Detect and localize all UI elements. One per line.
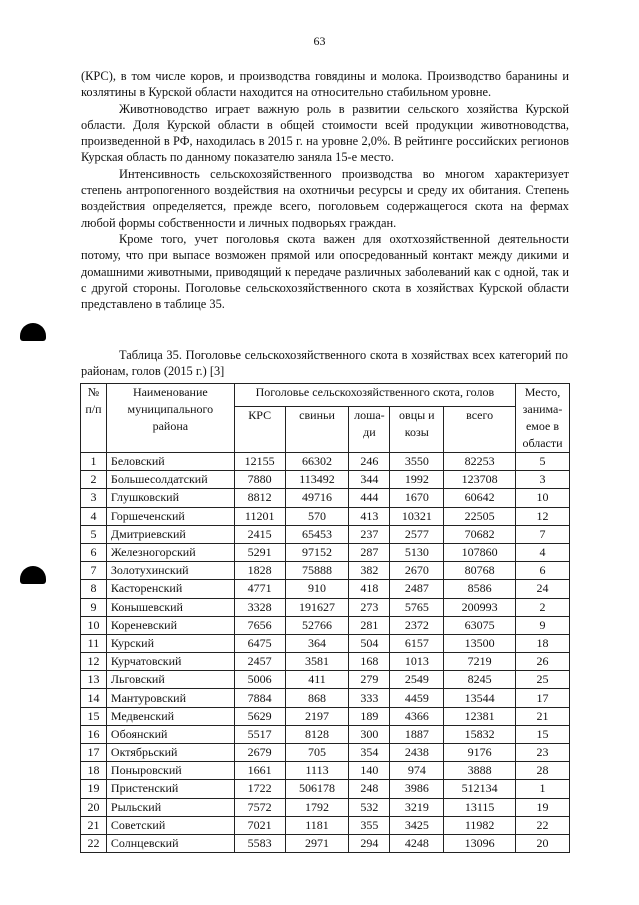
table-row — [81, 671, 570, 689]
krs-count: 1661 — [234, 762, 285, 780]
horses-count: 504 — [349, 634, 390, 652]
livestock-table — [80, 383, 570, 853]
table-row — [81, 525, 570, 543]
header-krs: КРС — [234, 407, 285, 453]
table-row — [81, 762, 570, 780]
horses-count: 287 — [349, 543, 390, 561]
row-number: 5 — [81, 525, 107, 543]
rank-value: 21 — [516, 707, 570, 725]
sheep-goats-count: 2438 — [390, 744, 444, 762]
sheep-goats-count: 1013 — [390, 653, 444, 671]
row-number: 19 — [81, 780, 107, 798]
pigs-count: 868 — [285, 689, 349, 707]
district-name: Касторенский — [106, 580, 234, 598]
horses-count: 382 — [349, 562, 390, 580]
rank-value: 15 — [516, 725, 570, 743]
sheep-goats-count: 5765 — [390, 598, 444, 616]
total-count: 200993 — [444, 598, 516, 616]
paragraph: Животноводство играет важную роль в развитии сельского хозяйства Курской области. Доля Курской области в общей стоимости всей продукции животноводства, произведенной в РФ, находилась в 2015 г. на уровне 2,0%. В рейтинге российских регионов Курская область по данному показателю заняла 15-е место. — [81, 101, 569, 165]
krs-count: 5006 — [234, 671, 285, 689]
rank-value: 2 — [516, 598, 570, 616]
horses-count: 300 — [349, 725, 390, 743]
horses-count: 237 — [349, 525, 390, 543]
sheep-goats-count: 6157 — [390, 634, 444, 652]
total-count: 13096 — [444, 834, 516, 852]
krs-count: 7656 — [234, 616, 285, 634]
district-name: Курчатовский — [106, 653, 234, 671]
rank-value: 5 — [516, 453, 570, 471]
krs-count: 2457 — [234, 653, 285, 671]
table-caption: Таблица 35. Поголовье сельскохозяйственного скота в хозяйствах всех категорий по районам, голов (2015 г.) [3] — [81, 348, 568, 378]
total-count: 8586 — [444, 580, 516, 598]
sheep-goats-count: 4459 — [390, 689, 444, 707]
district-name: Пристенский — [106, 780, 234, 798]
horses-count: 444 — [349, 489, 390, 507]
krs-count: 3328 — [234, 598, 285, 616]
horses-count: 344 — [349, 471, 390, 489]
row-number: 12 — [81, 653, 107, 671]
krs-count: 5517 — [234, 725, 285, 743]
header-district: Наименование муниципального района — [106, 384, 234, 453]
header-livestock-group: Поголовье сельскохозяйственного скота, голов — [234, 384, 515, 407]
pigs-count: 65453 — [285, 525, 349, 543]
sheep-goats-count: 3219 — [390, 798, 444, 816]
rank-value: 20 — [516, 834, 570, 852]
table-row — [81, 453, 570, 471]
row-number: 21 — [81, 816, 107, 834]
krs-count: 5583 — [234, 834, 285, 852]
paragraph: (КРС), в том числе коров, и производства говядины и молока. Производство баранины и козлятины в Курской области находится на относительно стабильном уровне. — [81, 69, 569, 100]
sheep-goats-count: 1887 — [390, 725, 444, 743]
table-row — [81, 798, 570, 816]
district-name: Дмитриевский — [106, 525, 234, 543]
row-number: 4 — [81, 507, 107, 525]
row-number: 7 — [81, 562, 107, 580]
total-count: 70682 — [444, 525, 516, 543]
district-name: Солнцевский — [106, 834, 234, 852]
pigs-count: 66302 — [285, 453, 349, 471]
pigs-count: 8128 — [285, 725, 349, 743]
row-number: 14 — [81, 689, 107, 707]
rank-value: 18 — [516, 634, 570, 652]
rank-value: 26 — [516, 653, 570, 671]
table-row — [81, 725, 570, 743]
total-count: 22505 — [444, 507, 516, 525]
district-name: Мантуровский — [106, 689, 234, 707]
punch-hole-mark — [20, 323, 46, 341]
rank-value: 22 — [516, 816, 570, 834]
sheep-goats-count: 2549 — [390, 671, 444, 689]
rank-value: 6 — [516, 562, 570, 580]
pigs-count: 113492 — [285, 471, 349, 489]
horses-count: 413 — [349, 507, 390, 525]
row-number: 20 — [81, 798, 107, 816]
rank-value: 19 — [516, 798, 570, 816]
rank-value: 12 — [516, 507, 570, 525]
sheep-goats-count: 2372 — [390, 616, 444, 634]
pigs-count: 910 — [285, 580, 349, 598]
sheep-goats-count: 1992 — [390, 471, 444, 489]
row-number: 22 — [81, 834, 107, 852]
pigs-count: 2971 — [285, 834, 349, 852]
row-number: 15 — [81, 707, 107, 725]
pigs-count: 3581 — [285, 653, 349, 671]
horses-count: 246 — [349, 453, 390, 471]
krs-count: 5629 — [234, 707, 285, 725]
table-row — [81, 780, 570, 798]
horses-count: 281 — [349, 616, 390, 634]
row-number: 9 — [81, 598, 107, 616]
total-count: 512134 — [444, 780, 516, 798]
row-number: 2 — [81, 471, 107, 489]
table-row — [81, 598, 570, 616]
pigs-count: 506178 — [285, 780, 349, 798]
krs-count: 7021 — [234, 816, 285, 834]
header-horses: лоша-ди — [349, 407, 390, 453]
total-count: 8245 — [444, 671, 516, 689]
horses-count: 279 — [349, 671, 390, 689]
sheep-goats-count: 3550 — [390, 453, 444, 471]
row-number: 6 — [81, 543, 107, 561]
table-row — [81, 489, 570, 507]
district-name: Октябрьский — [106, 744, 234, 762]
sheep-goats-count: 4366 — [390, 707, 444, 725]
table-row — [81, 653, 570, 671]
pigs-count: 191627 — [285, 598, 349, 616]
district-name: Курский — [106, 634, 234, 652]
krs-count: 1722 — [234, 780, 285, 798]
horses-count: 294 — [349, 834, 390, 852]
header-pigs: свиньи — [285, 407, 349, 453]
table-row — [81, 562, 570, 580]
sheep-goats-count: 10321 — [390, 507, 444, 525]
header-total: всего — [444, 407, 516, 453]
total-count: 60642 — [444, 489, 516, 507]
district-name: Медвенский — [106, 707, 234, 725]
horses-count: 273 — [349, 598, 390, 616]
krs-count: 2415 — [234, 525, 285, 543]
table-row — [81, 707, 570, 725]
krs-count: 7884 — [234, 689, 285, 707]
paragraph: Интенсивность сельскохозяйственного производства во многом характеризует степень антропогенного воздействия на охотничьи ресурсы и среду их обитания. Степень воздействия определяется, прежде всего, поголовьем содержащегося скота на фермах любой формы собственности и личных подворьях граждан. — [81, 166, 569, 230]
sheep-goats-count: 3986 — [390, 780, 444, 798]
sheep-goats-count: 4248 — [390, 834, 444, 852]
district-name: Обоянский — [106, 725, 234, 743]
krs-count: 4771 — [234, 580, 285, 598]
horses-count: 418 — [349, 580, 390, 598]
krs-count: 6475 — [234, 634, 285, 652]
pigs-count: 570 — [285, 507, 349, 525]
total-count: 13544 — [444, 689, 516, 707]
pigs-count: 1792 — [285, 798, 349, 816]
row-number: 11 — [81, 634, 107, 652]
horses-count: 333 — [349, 689, 390, 707]
row-number: 10 — [81, 616, 107, 634]
horses-count: 532 — [349, 798, 390, 816]
sheep-goats-count: 5130 — [390, 543, 444, 561]
body-text — [81, 68, 569, 312]
table-row — [81, 616, 570, 634]
sheep-goats-count: 974 — [390, 762, 444, 780]
total-count: 82253 — [444, 453, 516, 471]
table-row — [81, 580, 570, 598]
row-number: 3 — [81, 489, 107, 507]
row-number: 1 — [81, 453, 107, 471]
sheep-goats-count: 2577 — [390, 525, 444, 543]
district-name: Поныровский — [106, 762, 234, 780]
krs-count: 1828 — [234, 562, 285, 580]
row-number: 17 — [81, 744, 107, 762]
total-count: 123708 — [444, 471, 516, 489]
rank-value: 9 — [516, 616, 570, 634]
rank-value: 10 — [516, 489, 570, 507]
district-name: Большесолдатский — [106, 471, 234, 489]
table-row — [81, 507, 570, 525]
pigs-count: 1113 — [285, 762, 349, 780]
table-body — [81, 453, 570, 853]
district-name: Советский — [106, 816, 234, 834]
row-number: 16 — [81, 725, 107, 743]
table-row — [81, 471, 570, 489]
rank-value: 28 — [516, 762, 570, 780]
row-number: 13 — [81, 671, 107, 689]
table-row — [81, 834, 570, 852]
pigs-count: 97152 — [285, 543, 349, 561]
table-row — [81, 543, 570, 561]
total-count: 80768 — [444, 562, 516, 580]
table-row — [81, 634, 570, 652]
pigs-count: 75888 — [285, 562, 349, 580]
pigs-count: 1181 — [285, 816, 349, 834]
rank-value: 4 — [516, 543, 570, 561]
krs-count: 8812 — [234, 489, 285, 507]
pigs-count: 364 — [285, 634, 349, 652]
total-count: 15832 — [444, 725, 516, 743]
total-count: 63075 — [444, 616, 516, 634]
district-name: Беловский — [106, 453, 234, 471]
pigs-count: 2197 — [285, 707, 349, 725]
krs-count: 11201 — [234, 507, 285, 525]
total-count: 13500 — [444, 634, 516, 652]
rank-value: 1 — [516, 780, 570, 798]
rank-value: 23 — [516, 744, 570, 762]
total-count: 7219 — [444, 653, 516, 671]
header-sheep-goats: овцы и козы — [390, 407, 444, 453]
district-name: Конышевский — [106, 598, 234, 616]
krs-count: 7880 — [234, 471, 285, 489]
row-number: 18 — [81, 762, 107, 780]
header-num: № п/п — [81, 384, 107, 453]
horses-count: 140 — [349, 762, 390, 780]
total-count: 12381 — [444, 707, 516, 725]
table-row — [81, 744, 570, 762]
sheep-goats-count: 2670 — [390, 562, 444, 580]
page-number: 63 — [313, 34, 326, 48]
horses-count: 355 — [349, 816, 390, 834]
sheep-goats-count: 2487 — [390, 580, 444, 598]
pigs-count: 52766 — [285, 616, 349, 634]
pigs-count: 411 — [285, 671, 349, 689]
rank-value: 17 — [516, 689, 570, 707]
paragraph: Кроме того, учет поголовья скота важен для охотхозяйственной деятельности потому, что при выпасе возможен прямой или опосредованный контакт между дикими и домашними животными, приводящий к передаче различных заболеваний как с одной, так и с другой стороны. Поголовье сельскохозяйственного скота в хозяйствах Курской области представлено в таблице 35. — [81, 231, 569, 312]
horses-count: 248 — [349, 780, 390, 798]
district-name: Железногорский — [106, 543, 234, 561]
sheep-goats-count: 3425 — [390, 816, 444, 834]
krs-count: 5291 — [234, 543, 285, 561]
table-row — [81, 689, 570, 707]
district-name: Рыльский — [106, 798, 234, 816]
rank-value: 7 — [516, 525, 570, 543]
rank-value: 3 — [516, 471, 570, 489]
horses-count: 168 — [349, 653, 390, 671]
total-count: 3888 — [444, 762, 516, 780]
krs-count: 7572 — [234, 798, 285, 816]
pigs-count: 49716 — [285, 489, 349, 507]
total-count: 9176 — [444, 744, 516, 762]
horses-count: 354 — [349, 744, 390, 762]
pigs-count: 705 — [285, 744, 349, 762]
district-name: Кореневский — [106, 616, 234, 634]
row-number: 8 — [81, 580, 107, 598]
krs-count: 12155 — [234, 453, 285, 471]
district-name: Золотухинский — [106, 562, 234, 580]
rank-value: 24 — [516, 580, 570, 598]
sheep-goats-count: 1670 — [390, 489, 444, 507]
krs-count: 2679 — [234, 744, 285, 762]
header-rank: Место, занима-емое в области — [516, 384, 570, 453]
total-count: 11982 — [444, 816, 516, 834]
total-count: 13115 — [444, 798, 516, 816]
table-row — [81, 816, 570, 834]
total-count: 107860 — [444, 543, 516, 561]
district-name: Горшеченский — [106, 507, 234, 525]
district-name: Льговский — [106, 671, 234, 689]
rank-value: 25 — [516, 671, 570, 689]
horses-count: 189 — [349, 707, 390, 725]
punch-hole-mark — [20, 566, 46, 584]
district-name: Глушковский — [106, 489, 234, 507]
